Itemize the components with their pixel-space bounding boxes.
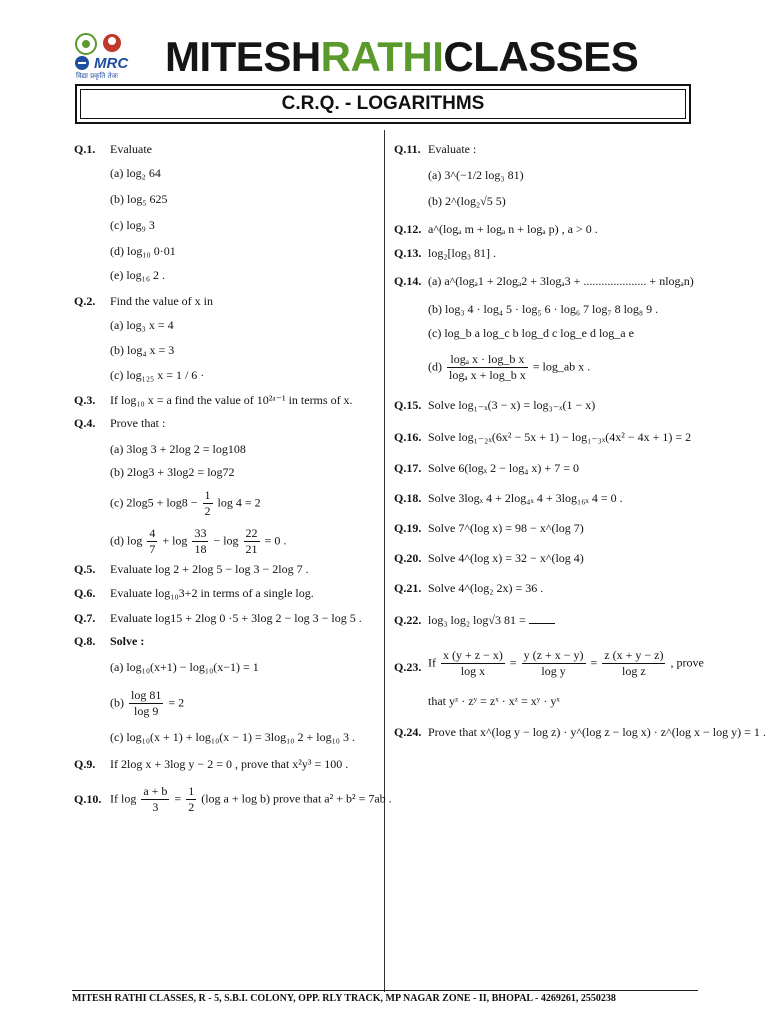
question-number: Q.24. <box>394 725 422 739</box>
fraction: $\frac{4}{7}$ <box>149 526 156 556</box>
fraction: $\frac{22}{21}$ <box>245 526 258 556</box>
question-text: Solve 4^(log₂ 2x) = 36 . <box>428 581 544 595</box>
question-part: (a) 3^(−1/2 log₃ 81) <box>428 168 524 182</box>
question-part: (a) log₂ 64 <box>110 166 161 180</box>
question-number: Q.11. <box>394 142 421 156</box>
question-number: Q.14. <box>394 274 422 288</box>
question-part: (b) 2^(log₂√5 5) <box>428 194 506 208</box>
question-part: (c) log_b a log_c b log_d c log_e d log_a e <box>428 326 634 340</box>
question-text: Evaluate : <box>428 142 477 156</box>
brand-part-3: CLASSES <box>443 33 639 80</box>
question-part: (b) $\frac{\log 81}{\log 9}$ = 2 <box>110 688 185 718</box>
question-text: Find the value of x in <box>110 294 213 308</box>
question-text: Prove that x^(log y − log z) · y^(log z − log x) · z^(log x − log y) = 1 . <box>428 725 766 739</box>
question-number: Q.1. <box>74 142 96 156</box>
question-part: (b) log₅ 625 <box>110 192 168 206</box>
answer-blank <box>529 623 555 624</box>
question-part: (b) log₄ x = 3 <box>110 343 175 357</box>
fraction: $\frac{\text{logₐ x · log\_b x}}{\text{logₐ x + log\_b x}}$ <box>449 352 526 382</box>
question-part: (b) log₃ 4 · log₄ 5 · log₅ 6 · log₆ 7 log₇ 8 log₈ 9 . <box>428 302 659 316</box>
question-text: a^(logₐ m + logₐ n + logₐ p) , a > 0 . <box>428 222 598 236</box>
question-part: (a) 3log 3 + 2log 2 = log108 <box>110 442 246 456</box>
question-part: (c) log₁₂₅ x = 1 / 6 · <box>110 368 205 382</box>
question-number: Q.22. <box>394 613 422 627</box>
question-text: If 2log x + 3log y − 2 = 0 , prove that x²y³ = 100 . <box>110 757 349 771</box>
question-number: Q.15. <box>394 398 422 412</box>
question-number: Q.20. <box>394 551 422 565</box>
svg-text:MRC: MRC <box>94 55 129 72</box>
question-part: that yᶻ · zʸ = zˣ · xᶻ = xʸ · yˣ <box>428 694 560 708</box>
question-text: Evaluate log15 + 2log 0 ·5 + 3log 2 − log 3 − log 5 . <box>110 611 362 625</box>
brand-name <box>165 34 638 80</box>
question-text: Evaluate log 2 + 2log 5 − log 3 − 2log 7 . <box>110 562 309 576</box>
question-number: Q.12. <box>394 222 422 236</box>
question-number: Q.10. <box>74 792 102 806</box>
question-text: Solve 6(logₓ 2 − log₄ x) + 7 = 0 <box>428 461 579 475</box>
question-text: Solve 4^(log x) = 32 − x^(log 4) <box>428 551 584 565</box>
question-number: Q.18. <box>394 491 422 505</box>
question-number: Q.6. <box>74 586 96 600</box>
fraction: $\frac{\log 81}{\log 9}$ <box>131 688 162 718</box>
question-text: Solve 7^(log x) = 98 − x^(log 7) <box>428 521 584 535</box>
fraction: $\frac{1}{2}$ <box>188 784 195 814</box>
svg-text:विद्या प्रकृति तेजः: विद्या प्रकृति तेजः <box>76 72 119 80</box>
question-part: (d) $\frac{\text{logₐ x · log\_b x}}{\text{logₐ x + log\_b x}}$ = log_ab x . <box>428 352 591 382</box>
fraction: $\frac{x (y + z - x)}{\text{log x}}$ <box>443 648 503 678</box>
question-number: Q.3. <box>74 393 96 407</box>
question-part: (b) 2log3 + 3log2 = log72 <box>110 465 235 479</box>
question-number: Q.2. <box>74 294 96 308</box>
fraction: $\frac{33}{18}$ <box>194 526 207 556</box>
question-text: log₂[log₃ 81] . <box>428 246 497 260</box>
question-part: (c) log₉ 3 <box>110 218 155 232</box>
question-number: Q.19. <box>394 521 422 535</box>
question-text: Solve log₁₋ₓ(3 − x) = log₃₋ₓ(1 − x) <box>428 398 596 412</box>
question-part: (a) log₁₀(x+1) − log₁₀(x−1) = 1 <box>110 660 259 674</box>
question-part: (a) log₃ x = 4 <box>110 318 174 332</box>
title-box <box>75 84 691 124</box>
question-number: Q.21. <box>394 581 422 595</box>
question-number: Q.23. <box>394 660 422 674</box>
question-text: Evaluate <box>110 142 152 156</box>
brand-part-2: RATHI <box>320 33 444 80</box>
footer-address: MITESH RATHI CLASSES, R - 5, S.B.I. COLONY, OPP. RLY TRACK, MP NAGAR ZONE - II, BHOPAL - 4269261, 2550238 <box>72 993 616 1004</box>
question-text: Solve log₁₋₂ₓ(6x² − 5x + 1) − log₁₋₃ₓ(4x² − 4x + 1) = 2 <box>428 430 692 444</box>
fraction: $\frac{a + b}{3}$ <box>143 784 168 814</box>
header <box>72 30 697 80</box>
question-text: If log₁₀ x = a find the value of 10²ᵃ⁻¹ in terms of x. <box>110 393 353 407</box>
column-divider <box>384 130 385 992</box>
page-title: C.R.Q. - LOGARITHMS <box>80 89 686 119</box>
fraction: $\frac{1}{2}$ <box>204 488 211 518</box>
fraction: $\frac{y (z + x - y)}{\text{log y}}$ <box>523 648 584 678</box>
question-text: If $\frac{x (y + z - x)}{\text{log x}}$ = $\frac{y (z + x - y)}{\text{log y}}$ = $\frac{z (x + y - z)}{\text{log z}}$ , prove <box>428 648 704 678</box>
question-number: Q.7. <box>74 611 96 625</box>
mrc-logo <box>72 30 162 80</box>
brand-part-1: MITESH <box>165 33 321 80</box>
question-number: Q.17. <box>394 461 422 475</box>
question-text: Solve 3logₓ 4 + 2log₄ₓ 4 + 3log₁₆ₓ 4 = 0 . <box>428 491 623 505</box>
question-number: Q.4. <box>74 416 96 430</box>
question-text: If log $\frac{a + b}{3}$ = $\frac{1}{2}$ (log a + log b) prove that a² + b² = 7ab . <box>110 784 392 814</box>
question-number: Q.16. <box>394 430 422 444</box>
question-text: Evaluate log₁₀3+2 in terms of a single log. <box>110 586 314 600</box>
question-number: Q.8. <box>74 634 96 648</box>
question-part: (c) 2log5 + log8 − $\frac{1}{2}$ log 4 = 2 <box>110 488 261 518</box>
question-part: (d) log₁₀ 0·01 <box>110 244 176 258</box>
question-number: Q.9. <box>74 757 96 771</box>
question-number: Q.13. <box>394 246 422 260</box>
question-text: log₃ log₂ log√3 81 = <box>428 613 555 628</box>
question-part: (d) log $\frac{4}{7}$ + log $\frac{33}{18}$ − log $\frac{22}{21}$ = 0 . <box>110 526 287 556</box>
question-text: Prove that : <box>110 416 166 430</box>
question-text: Solve : <box>110 634 145 648</box>
question-number: Q.5. <box>74 562 96 576</box>
question-part: (a) a^(logₐ1 + 2logₐ2 + 3logₐ3 + ..................... + nlogₐn) <box>428 274 694 288</box>
fraction: $\frac{z (x + y - z)}{\text{log z}}$ <box>604 648 664 678</box>
footer-divider <box>72 990 698 991</box>
question-part: (e) log₁₆ 2 . <box>110 268 166 282</box>
question-part: (c) log₁₀(x + 1) + log₁₀(x − 1) = 3log₁₀ 2 + log₁₀ 3 . <box>110 730 355 744</box>
